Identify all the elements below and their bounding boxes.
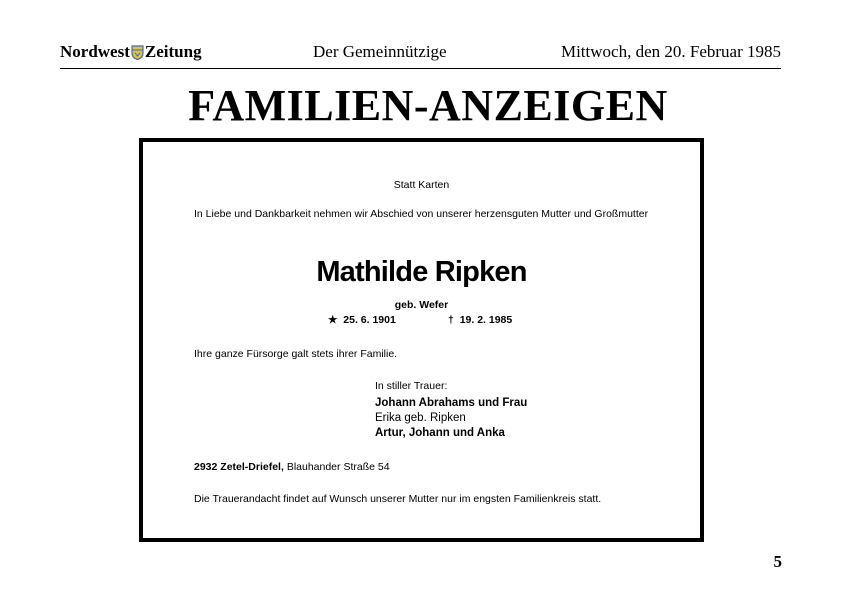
deceased-name: Mathilde Ripken [316,256,527,288]
newspaper-header [60,42,781,69]
tribute-text: Ihre ganze Fürsorge galt stets ihrer Familie. [194,348,398,360]
maiden-name: geb. Wefer [394,299,449,311]
intro-text: In Liebe und Dankbarkeit nehmen wir Abschied von unserer herzensguten Mutter und Großmutter [194,208,649,220]
address [194,461,390,473]
mourner-2: Erika geb. Ripken [375,412,466,424]
mourning-label: In stiller Trauer: [375,380,448,392]
brand-name-part2: Zeitung [144,42,202,61]
birth-info [328,314,396,326]
statt-karten: Statt Karten [393,179,450,191]
page-number: 5 [773,552,782,571]
brand-name-part1: Nordwest [60,42,130,61]
address-street: Blauhander Straße 54 [286,461,390,473]
address-place: 2932 Zetel-Driefel, [194,461,284,473]
coat-of-arms-icon [131,45,144,60]
death-cross-icon: † [448,314,454,326]
closing-text: Die Trauerandacht findet auf Wunsch unserer Mutter nur im engsten Familienkreis statt. [194,493,602,505]
death-date: 19. 2. 1985 [459,314,513,326]
section-title: FAMILIEN-ANZEIGEN [188,81,668,130]
death-info [448,314,512,326]
mourner-3: Artur, Johann und Anka [375,427,505,439]
obituary-notice [139,138,704,542]
issue-date: Mittwoch, den 20. Februar 1985 [560,42,781,61]
birth-date: 25. 6. 1901 [343,314,396,326]
birth-star-icon: ★ [328,314,338,326]
newspaper-logo [60,42,202,62]
section-name: Der Gemeinnützige [313,42,447,61]
mourner-1: Johann Abrahams und Frau [375,397,528,409]
